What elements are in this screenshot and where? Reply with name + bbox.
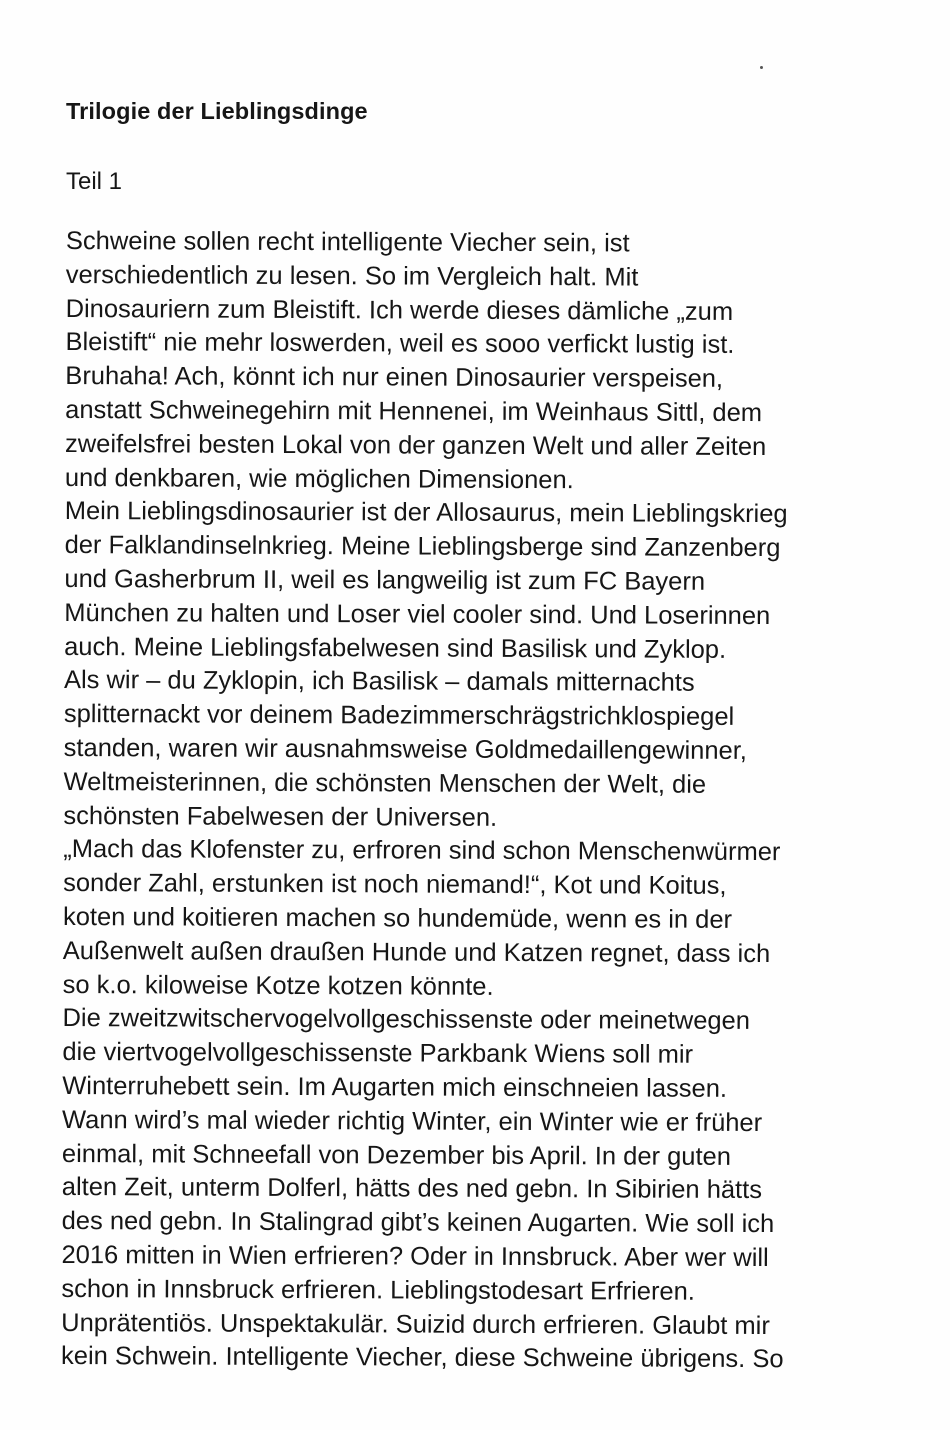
text-line: die viertvogelvollgeschissenste Parkbank Wiens soll mir	[62, 1038, 694, 1069]
text-line: schönsten Fabelwesen der Universen.	[63, 801, 498, 832]
text-line: koten und koitieren machen so hundemüde, wenn es in der	[62, 902, 733, 934]
text-line: und Gasherbrum II, weil es langweilig ist zum FC Bayern	[64, 564, 706, 596]
text-line: splitternackt vor deinem Badezimmerschrägstrichklospiegel	[63, 700, 735, 732]
text-line: verschiedentlich zu lesen. So im Vergleich halt. Mit	[65, 260, 639, 292]
body-text	[61, 225, 926, 1378]
text-line: Weltmeisterinnen, die schönsten Menschen der Welt, die	[63, 767, 707, 799]
text-line: standen, waren wir ausnahmsweise Goldmedaillengewinner,	[63, 733, 747, 765]
text-line: Schweine sollen recht intelligente Viecher sein, ist	[65, 226, 630, 258]
text-line: und denkbaren, wie möglichen Dimensionen.	[64, 463, 574, 494]
text-line: anstatt Schweinegehirn mit Hennenei, im Weinhaus Sittl, dem	[65, 395, 763, 428]
text-line: so k.o. kiloweise Kotze kotzen könnte.	[62, 970, 494, 1001]
text-line: Bleistift“ nie mehr loswerden, weil es sooo verfickt lustig ist.	[65, 328, 735, 360]
text-line: auch. Meine Lieblingsfabelwesen sind Basilisk und Zyklop.	[64, 632, 727, 664]
text-line: Bruhaha! Ach, könnt ich nur einen Dinosaurier verspeisen,	[65, 362, 724, 394]
text-line: Unprätentiös. Unspektakulär. Suizid durch erfrieren. Glaubt mir	[61, 1308, 770, 1340]
document-title: Trilogie der Lieblingsdinge	[66, 98, 368, 124]
text-line: Wann wird’s mal wieder richtig Winter, ein Winter wie er früher	[62, 1105, 763, 1137]
text-line: Winterruhebett sein. Im Augarten mich einschneien lassen.	[62, 1071, 728, 1103]
text-line: zweifelsfrei besten Lokal von der ganzen Welt und aller Zeiten	[64, 429, 767, 461]
text-line: schon in Innsbruck erfrieren. Lieblingstodesart Erfrieren.	[61, 1274, 695, 1306]
text-line: Mein Lieblingsdinosaurier ist der Allosaurus, mein Lieblingskrieg	[64, 497, 788, 529]
text-line: alten Zeit, unterm Dolferl, hätts des ned gebn. In Sibirien hätts	[61, 1173, 763, 1205]
text-line: einmal, mit Schneefall von Dezember bis April. In der guten	[61, 1139, 732, 1171]
document-subtitle: Teil 1	[66, 168, 123, 195]
text-line: Als wir – du Zyklopin, ich Basilisk – damals mitternachts	[63, 666, 695, 698]
text-line: sonder Zahl, erstunken ist noch niemand!“, Kot und Koitus,	[63, 869, 727, 901]
scan-speck	[760, 66, 763, 69]
text-line: der Falklandinselnkrieg. Meine Lieblingsberge sind Zanzenberg	[64, 531, 781, 563]
text-line: 2016 mitten in Wien erfrieren? Oder in Innsbruck. Aber wer will	[61, 1240, 769, 1272]
text-line: „Mach das Klofenster zu, erfroren sind schon Menschenwürmer	[63, 835, 781, 867]
text-line: München zu halten und Loser viel cooler sind. Und Loserinnen	[64, 598, 771, 630]
text-line: des ned gebn. In Stalingrad gibt’s keinen Augarten. Wie soll ich	[61, 1207, 775, 1239]
text-line: Außenwelt außen draußen Hunde und Katzen regnet, dass ich	[62, 936, 771, 968]
text-line: kein Schwein. Intelligente Viecher, diese Schweine übrigens. So	[61, 1342, 784, 1374]
text-line: Dinosauriern zum Bleistift. Ich werde dieses dämliche „zum	[65, 294, 734, 326]
text-line: Die zweitzwitschervogelvollgeschissenste oder meinetwegen	[62, 1004, 751, 1036]
